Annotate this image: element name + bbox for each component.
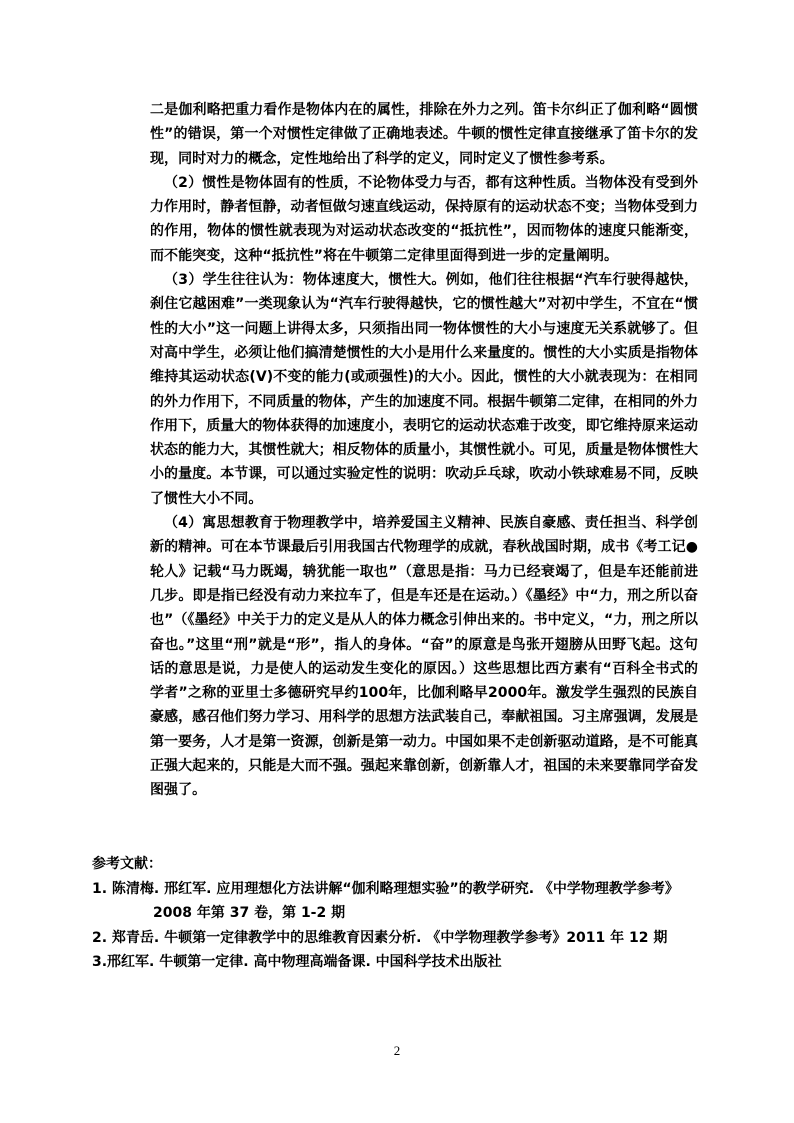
paragraph-4: （4）寓思想教育于物理教学中，培养爱国主义精神、民族自豪感、责任担当、科学创新的精神。可在本节课最后引用我国古代物理学的成就，春秋战国时期，成书《考工记●轮人》记载“马力既竭，辀犹能一取也”（意思是指：马力已经衰竭了，但是车还能前进几步。即是指已经没有动力来拉车了，但是车还是在运动。）《墨经》中“力，刑之所以奋也”（《墨经》中关于力的定义是从人的体力概念引伸出来的。书中定义，“力，刑之所以奋也。”这里“刑”就是“形”，指人的身体。“奋”的原意是鸟张开翅膀从田野飞起。这句话的意思是说，力是使人的运动发生变化的原因。）这些思想比西方素有“百科全书式的学者”之称的亚里士多德研究早约100年，比伽利略早2000年。激发学生强烈的民族自豪感，感召他们努力学习、用科学的思想方法武装自己，奉献祖国。习主席强调，发展是第一要务，人才是第一资源，创新是第一动力。中国如果不走创新驱动道路，是不可能真正强大起来的，只能是大而不强。强起来靠创新，创新靠人才，祖国的未来要靠同学奋发图强了。 bbox=[150, 515, 698, 799]
references-section bbox=[92, 852, 712, 975]
paragraph-1: 二是伽利略把重力看作是物体内在的属性，排除在外力之列。笛卡尔纠正了伽利略“圆惯性”的错误，第一个对惯性定律做了正确地表述。牛顿的惯性定律直接继承了笛卡尔的发现，同时对力的概念，定性地给出了科学的定义，同时定义了惯性参考系。 bbox=[150, 102, 698, 167]
reference-2: 2. 郑青岳. 牛顿第一定律教学中的思维教育因素分析. 《中学物理教学参考》2011 年 12 期 bbox=[92, 929, 668, 946]
body-text bbox=[150, 98, 698, 803]
paragraph-3: （3）学生往往认为：物体速度大，惯性大。例如，他们往往根据“汽车行驶得越快，刹住它越困难”一类现象认为“汽车行驶得越快，它的惯性越大”对初中学生，不宜在“惯性的大小”这一问题上讲得太多，只须指出同一物体惯性的大小与速度无关系就够了。但对高中学生，必须让他们搞清楚惯性的大小是用什么来量度的。惯性的大小实质是指物体维持其运动状态(V)不变的能力(或顽强性)的大小。因此，惯性的大小就表现为：在相同的外力作用下，不同质量的物体，产生的加速度不同。根据牛顿第二定律，在相同的外力作用下，质量大的物体获得的加速度小，表明它的运动状态难于改变，即它维持原来运动状态的能力大，其惯性就大；相反物体的质量小，其惯性就小。可见，质量是物体惯性大小的量度。本节课，可以通过实验定性的说明：吹动乒乓球，吹动小铁球难易不同，反映了惯性大小不同。 bbox=[150, 272, 698, 507]
reference-3: 3.邢红军. 牛顿第一定律. 高中物理高端备课. 中国科学技术出版社 bbox=[92, 954, 502, 970]
page-number: 2 bbox=[393, 1043, 401, 1058]
references-heading: 参考文献： bbox=[92, 856, 162, 872]
paragraph-2: （2）惯性是物体固有的性质，不论物体受力与否，都有这种性质。当物体没有受到外力作用时，静者恒静，动者恒做匀速直线运动，保持原有的运动状态不变；当物体受到力的作用，物体的惯性就表现为对运动状态改变的“抵抗性”，因而物体的速度只能渐变，而不能突变，这种“抵抗性”将在牛顿第二定律里面得到进一步的定量阐明。 bbox=[150, 174, 698, 264]
reference-1: 1. 陈清梅. 邢红军. 应用理想化方法讲解“伽利略理想实验”的教学研究. 《中学物理教学参考》 bbox=[92, 880, 679, 897]
reference-1-continued: 2008 年第 37 卷，第 1-2 期 bbox=[153, 905, 346, 921]
